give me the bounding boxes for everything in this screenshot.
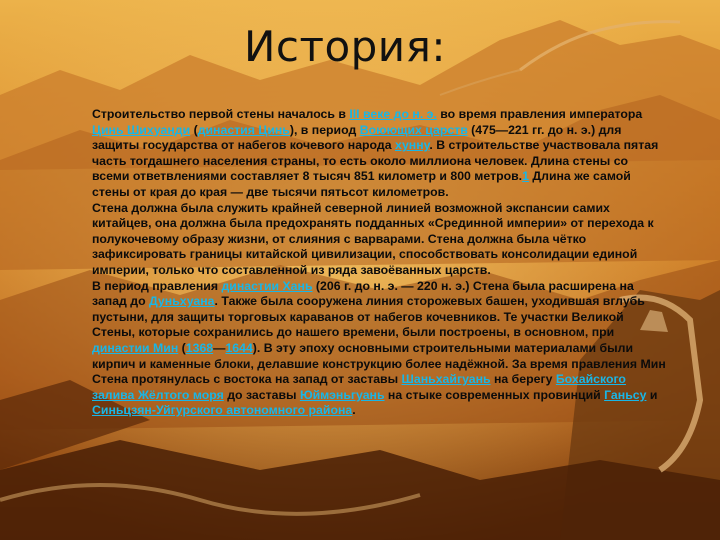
inline-link[interactable]: Бохайского залива Жёлтого моря [92,372,626,402]
text-run: до заставы [223,387,300,402]
text-run: ( [178,340,186,355]
paragraph-3 [92,279,666,419]
inline-link[interactable]: 1644 [225,340,253,355]
inline-link[interactable]: Синьцзян-Уйгурского автономного района [92,403,353,418]
text-run: В период правления [92,278,222,293]
inline-link[interactable]: Дуньхуана [149,294,215,309]
inline-link[interactable]: Цинь Шихуанди [92,122,191,137]
text-run: Стена должна была служить крайней северной линией возможной экспансии самих китайцев, она должна была предохранять подданных «Срединной империи» от перехода к полукочевому образу жизни, от слияния с варварами. Стена должна была чётко зафиксировать границы китайской цивилизации, способствовать консолидации единой империи, только что составленной из ряда завоёванных царств. [92,200,654,277]
inline-link[interactable]: III веке до н. э. [349,107,437,121]
text-run: (206 г. до н. э. — 220 н. э.) Стена была расширена на запад до [92,278,634,309]
text-run: . Также была сооружена линия сторожевых башен, уходившая вглубь пустыни, для защиты торговых караванов от набегов кочевников. Те участки Великой Стены, которые сохранились до нашего времени, были построены, в основном, при [92,294,645,340]
inline-link[interactable]: Ганьсу [604,387,647,402]
text-run: ), в период [289,122,360,137]
text-run: ( [190,122,198,137]
history-text [92,107,666,419]
text-run: и [646,387,658,402]
text-run: . В строительстве участвовала пятая часть тогдашнего населения страны, то есть около миллиона человек. Длина стены со всеми ответвлениями составляет 8 тысяч 851 километр и 800 метров. [92,138,659,184]
text-run: (475—221 гг. до н. э.) для защиты государства от набегов кочевого народа [92,122,622,153]
slide-title: История: [243,22,447,71]
inline-link[interactable]: династия Цинь [197,122,290,137]
text-run: — [213,340,226,355]
inline-link[interactable]: Воюющих царств [359,122,468,137]
text-run: Длина же самой стены от края до края — две тысячи пятьсот километров. [92,169,631,199]
text-run: на берегу [490,372,556,387]
inline-link[interactable]: династии Хань [221,278,313,293]
text-run: на стыке современных провинций [384,387,605,402]
text-run: Строительство первой стены началось в [92,107,350,121]
paragraph-1 [92,107,666,201]
inline-link[interactable]: Юймэньгуань [299,387,385,402]
paragraph-2 [92,201,666,279]
inline-link[interactable]: хунну [394,138,430,153]
text-run: во время правления императора [436,107,643,121]
text-run: . [352,403,356,418]
text-run: ). В эту эпоху основными строительными материалами были кирпич и каменные блоки, делавшие конструкцию более надёжной. За время правления Мин Стена протянулась с востока на запад от заставы [92,340,666,387]
inline-link[interactable]: Шаньхайгуань [401,372,491,387]
inline-link[interactable]: 1368 [185,340,214,355]
inline-link[interactable]: династии Мин [92,340,179,355]
inline-link[interactable]: 1 [522,169,529,184]
